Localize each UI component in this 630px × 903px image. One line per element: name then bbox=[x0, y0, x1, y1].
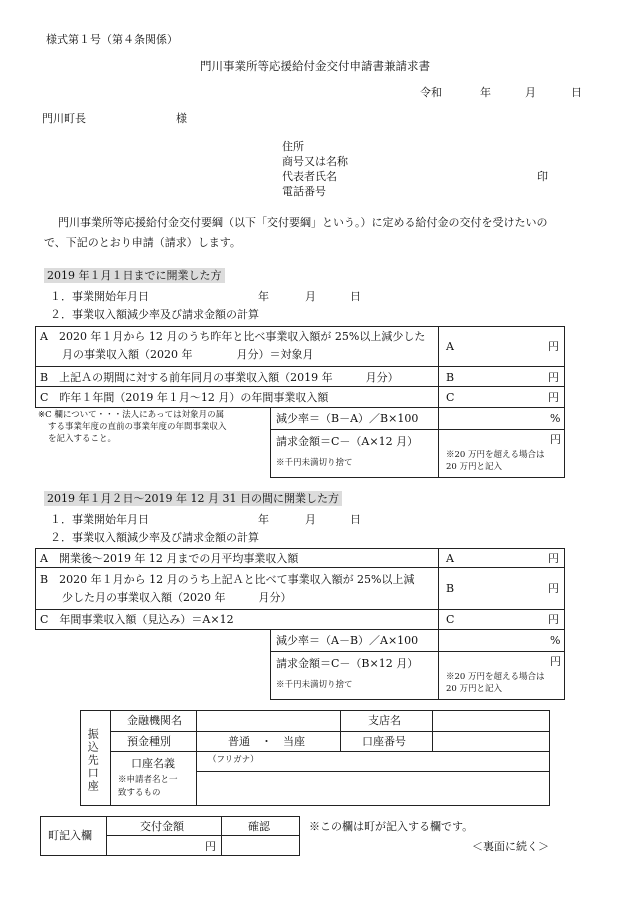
section2-rowC-label: C bbox=[446, 613, 455, 626]
bank-account-number-field[interactable] bbox=[433, 732, 549, 750]
continued-on-back: ＜裏面に続く＞ bbox=[472, 840, 549, 853]
section1-rowC: C 昨年１年間（2019 年１月～12 月）の年間事業収入額 bbox=[40, 391, 329, 404]
section2-item1: １．事業開始年月日 bbox=[50, 513, 149, 526]
section1-claim-unit: 円 bbox=[550, 433, 561, 446]
town-use-side-label: 町記入欄 bbox=[48, 829, 92, 842]
section2-cap-line1: ※20 万円を超える場合は bbox=[446, 672, 545, 682]
section1-rowA-line2: 月の事業収入額（2020 年 月分）＝対象月 bbox=[62, 348, 314, 361]
date-day: 日 bbox=[571, 86, 582, 99]
section1-heading: 2019 年１月１日までに開業した方 bbox=[44, 268, 225, 283]
section2-rowC: C 年間事業収入額（見込み）＝A×12 bbox=[40, 613, 234, 626]
applicant-company: 商号又は名称 bbox=[282, 155, 348, 168]
section1-note-line1: ※C 欄について・・・法人にあっては対象月の属 bbox=[38, 410, 225, 420]
section1-note-line2: する事業年度の直前の事業年度の年間事業収入 bbox=[48, 422, 227, 432]
section2-rowA: A 開業後～2019 年 12 月までの月平均事業収入額 bbox=[40, 552, 299, 565]
bank-holder-note-line1: ※申請者名と一 bbox=[118, 775, 178, 785]
section1-item1-year: 年 bbox=[258, 290, 269, 303]
section1-item2: ２．事業収入額減少率及び請求金額の計算 bbox=[50, 308, 259, 321]
section1-claim-note: ※千円未満切り捨て bbox=[276, 458, 353, 468]
section2-item1-month: 月 bbox=[305, 513, 316, 526]
intro-line-1: 門川事業所等応援給付金交付要綱（以下「交付要綱」という。）に定める給付金の交付を受けたいの bbox=[58, 216, 548, 229]
section2-cap-line2: 20 万円と記入 bbox=[446, 684, 503, 694]
section1-item1-month: 月 bbox=[305, 290, 316, 303]
section2-item2: ２．事業収入額減少率及び請求金額の計算 bbox=[50, 531, 259, 544]
town-use-confirm-header: 確認 bbox=[248, 820, 270, 833]
section2-rate: 減少率＝（A－B）／A×100 bbox=[276, 634, 419, 647]
section1-claim: 請求金額＝C－（A×12 月） bbox=[276, 435, 419, 448]
bank-branch-field[interactable] bbox=[433, 711, 549, 730]
section1-cap-line2: 20 万円と記入 bbox=[446, 462, 503, 472]
section2-claim: 請求金額＝C－（B×12 月） bbox=[276, 657, 419, 670]
applicant-phone: 電話番号 bbox=[282, 185, 326, 198]
section1-rowB-label: B bbox=[446, 371, 455, 384]
form-title: 門川事業所等応援給付金交付申請書兼請求書 bbox=[200, 59, 430, 73]
bank-deposit-type-options[interactable]: 普通 ・ 当座 bbox=[228, 735, 305, 748]
section1-item1-day: 日 bbox=[350, 290, 361, 303]
bank-account-number-label: 口座番号 bbox=[362, 735, 406, 748]
date-era: 令和 bbox=[420, 86, 442, 99]
bank-institution-field[interactable] bbox=[197, 711, 339, 730]
date-month: 月 bbox=[525, 86, 536, 99]
section1-rowA-label: A bbox=[446, 340, 454, 353]
bank-deposit-type-label: 預金種別 bbox=[127, 735, 171, 748]
section2-claim-note: ※千円未満切り捨て bbox=[276, 680, 353, 690]
bank-furigana-label: （フリガナ） bbox=[208, 755, 259, 765]
bank-side-label: 振込先口座 bbox=[86, 728, 100, 793]
town-use-note: ※この欄は町が記入する欄です。 bbox=[309, 820, 474, 833]
applicant-rep: 代表者氏名 bbox=[282, 170, 337, 183]
section2-rowA-label: A bbox=[446, 552, 454, 565]
section2-rate-unit: % bbox=[550, 634, 561, 647]
addressee-honorific: 様 bbox=[176, 112, 187, 125]
section2-rowB-label: B bbox=[446, 582, 455, 595]
addressee-name: 門川町長 bbox=[42, 112, 86, 125]
section2-rowA-unit: 円 bbox=[548, 552, 559, 565]
section2-item1-day: 日 bbox=[350, 513, 361, 526]
bank-branch-label: 支店名 bbox=[368, 714, 401, 727]
section2-rowB-unit: 円 bbox=[548, 582, 559, 595]
section2-item1-year: 年 bbox=[258, 513, 269, 526]
town-use-amount-header: 交付金額 bbox=[140, 820, 184, 833]
section1-note-line3: を記入すること。 bbox=[48, 434, 117, 444]
section1-rowA-line1: A 2020 年１月から 12 月のうち昨年と比べ事業収入額が 25%以上減少した bbox=[40, 330, 426, 343]
section1-rowC-unit: 円 bbox=[548, 391, 559, 404]
section2-rowB-line1: B 2020 年１月から 12 月のうち上記Ａと比べて事業収入額が 25%以上減 bbox=[40, 573, 415, 586]
bank-institution-label: 金融機関名 bbox=[127, 714, 182, 727]
date-year: 年 bbox=[480, 86, 491, 99]
intro-line-2: で、下記のとおり申請（請求）します。 bbox=[44, 236, 241, 249]
section1-rowB-unit: 円 bbox=[548, 371, 559, 384]
section2-rowB-line2: 少した月の事業収入額（2020 年 月分） bbox=[62, 591, 292, 604]
bank-holder-label: 口座名義 bbox=[131, 757, 175, 770]
section1-rowB: B 上記Ａの期間に対する前年同月の事業収入額（2019 年 月分） bbox=[40, 371, 399, 384]
town-use-amount-unit: 円 bbox=[205, 840, 216, 853]
section2-heading: 2019 年１月２日～2019 年 12 月 31 日の間に開業した方 bbox=[44, 491, 342, 506]
section1-rowA-unit: 円 bbox=[548, 340, 559, 353]
section1-item1: １．事業開始年月日 bbox=[50, 290, 149, 303]
section1-rowC-label: C bbox=[446, 391, 455, 404]
section1-rate-unit: % bbox=[550, 412, 561, 425]
form-label: 様式第１号（第４条関係） bbox=[46, 33, 178, 46]
section2-rowC-unit: 円 bbox=[548, 613, 559, 626]
section2-claim-unit: 円 bbox=[550, 655, 561, 668]
applicant-address: 住所 bbox=[282, 140, 304, 153]
bank-holder-field[interactable] bbox=[197, 772, 549, 805]
bank-holder-note-line2: 致するもの bbox=[118, 788, 161, 798]
section1-cap-line1: ※20 万円を超える場合は bbox=[446, 450, 545, 460]
applicant-seal: 印 bbox=[537, 170, 548, 183]
section1-rate: 減少率＝（B－A）／B×100 bbox=[276, 412, 419, 425]
